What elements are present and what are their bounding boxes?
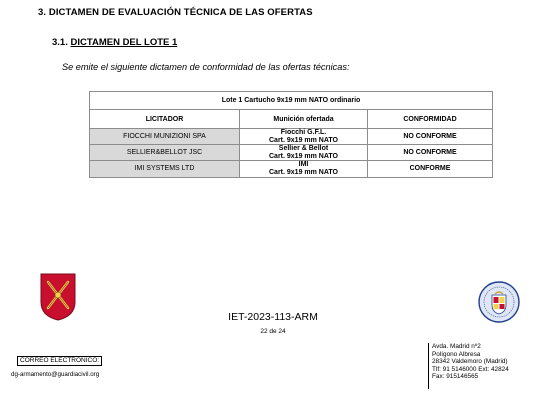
address-line: Tlf: 91 5146000 Ext: 42824 bbox=[432, 365, 509, 373]
column-header-row bbox=[90, 110, 493, 129]
bidder-cell: SELLIER&BELLOT JSC bbox=[90, 145, 240, 161]
conformity-cell: NO CONFORME bbox=[368, 129, 493, 145]
bidder-cell: FIOCCHI MUNIZIONI SPA bbox=[90, 129, 240, 145]
document-reference: IET-2023-113-ARM bbox=[228, 311, 318, 323]
ammo-cell bbox=[240, 161, 368, 177]
ammo-caliber: Cart. 9x19 mm NATO bbox=[269, 152, 338, 160]
address-line: Fax: 915146565 bbox=[432, 373, 479, 381]
section-heading: 3. DICTAMEN DE EVALUACIÓN TÉCNICA DE LAS OFERTAS bbox=[38, 7, 313, 18]
bidder-cell: IMI SYSTEMS LTD bbox=[90, 161, 240, 177]
page-number: 22 de 24 bbox=[260, 328, 286, 335]
ammo-name: IMI bbox=[298, 161, 309, 169]
address-line: Polígono Albresa bbox=[432, 350, 481, 358]
ammo-name: Sellier & Bellot bbox=[278, 145, 329, 153]
subsection-heading bbox=[52, 37, 177, 48]
address-divider bbox=[428, 343, 429, 389]
address-line: 28342 Valdemoro (Madrid) bbox=[432, 358, 508, 366]
ammo-caliber: Cart. 9x19 mm NATO bbox=[269, 136, 338, 144]
ammo-cell bbox=[240, 145, 368, 161]
conformity-cell: NO CONFORME bbox=[368, 145, 493, 161]
email-label: CORREO ELECTRÓNICO: bbox=[17, 356, 102, 366]
subsection-title: DICTAMEN DEL LOTE 1 bbox=[70, 37, 178, 48]
email-address[interactable]: dg-armamento@guardiacivil.org bbox=[11, 371, 100, 378]
lot-title-row bbox=[90, 92, 493, 110]
offers-table bbox=[89, 91, 493, 178]
ammo-name: Fiocchi G.F.L. bbox=[280, 129, 327, 136]
table-row bbox=[90, 161, 493, 177]
address-line: Avda. Madrid nº2 bbox=[432, 343, 481, 350]
header-bidder: LICITADOR bbox=[90, 110, 240, 129]
intro-text: Se emite el siguiente dictamen de conformidad de las ofertas técnicas: bbox=[62, 62, 350, 72]
subsection-number: 3.1. bbox=[52, 37, 68, 48]
table-row bbox=[90, 129, 493, 145]
address-block bbox=[432, 343, 509, 381]
header-ammo: Munición ofertada bbox=[240, 110, 368, 129]
ammo-caliber: Cart. 9x19 mm NATO bbox=[269, 168, 338, 176]
conformity-cell: CONFORME bbox=[368, 161, 493, 177]
header-conformity: CONFORMIDAD bbox=[368, 110, 493, 129]
ammo-cell bbox=[240, 129, 368, 145]
lot-title: Lote 1 Cartucho 9x19 mm NATO ordinario bbox=[90, 92, 493, 110]
table-row bbox=[90, 145, 493, 161]
